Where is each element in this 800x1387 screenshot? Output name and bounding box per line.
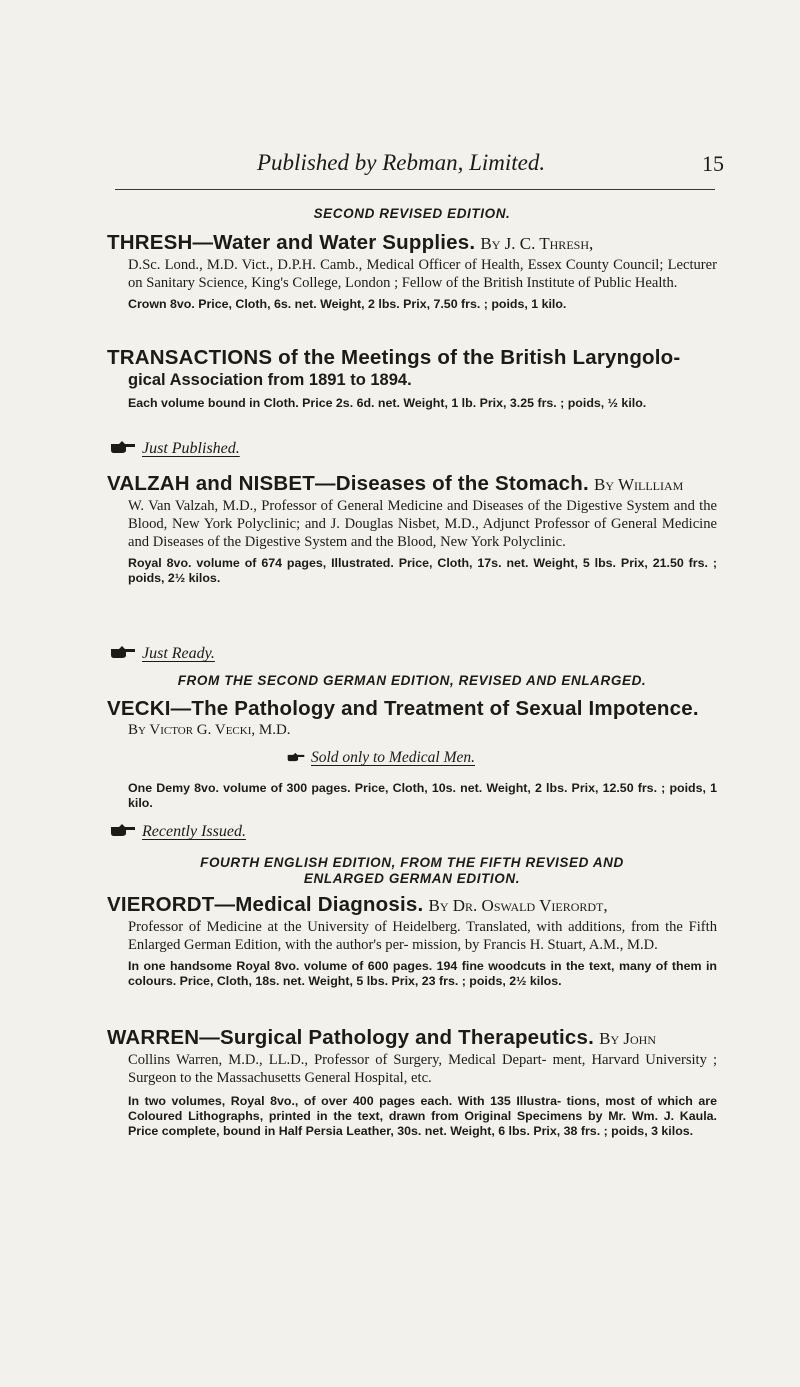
- notice-line: [110, 645, 717, 663]
- book-title: THRESH—Water and Water Supplies.: [107, 231, 476, 254]
- pointing-hand-icon: [110, 823, 136, 837]
- entry-warren: [107, 1026, 717, 1139]
- book-details: Crown 8vo. Price, Cloth, 6s. net. Weight, 2 lbs. Prix, 7.50 frs. ; poids, 1 kilo.: [128, 297, 567, 311]
- pointing-hand-icon: [110, 645, 136, 659]
- author-byline: By John: [599, 1029, 657, 1048]
- book-title: VIERORDT—Medical Diagnosis.: [107, 893, 424, 916]
- entry-thresh: [107, 206, 717, 312]
- notice-line: [110, 823, 717, 841]
- author-byline: By Dr. Oswald Vierordt,: [428, 896, 608, 915]
- book-title-line: [107, 893, 717, 918]
- pointing-hand-icon: [110, 440, 136, 454]
- book-details: Royal 8vo. volume of 674 pages, Illustrated. Price, Cloth, 17s. net. Weight, 5 lbs. Prix, 21.50 frs. ; poids, 2½ kilos.: [128, 556, 717, 585]
- entry-transactions: [107, 346, 717, 411]
- edition-note: FROM THE SECOND GERMAN EDITION, REVISED AND ENLARGED.: [177, 673, 647, 688]
- author-description: Professor of Medicine at the University of Heidelberg. Translated, with additions, from the Fifth Enlarged German Edition, with the author's per- mission, by Francis H. Stuart, A.M., M.D.: [128, 919, 717, 953]
- restriction-text: Sold only to Medical Men.: [311, 749, 475, 766]
- author-byline: By Willliam: [594, 475, 684, 494]
- page-header: [115, 150, 724, 190]
- book-title: VECKI—The Pathology and Treatment of Sexual Impotence.: [107, 697, 699, 720]
- entry-vierordt: [107, 823, 717, 989]
- book-title-line: [107, 472, 717, 497]
- book-title-continued: gical Association from 1891 to 1894.: [128, 371, 412, 389]
- pointing-hand-icon: [287, 752, 305, 762]
- book-title-line: [107, 346, 717, 370]
- notice-text: Just Ready.: [142, 645, 215, 662]
- notice-line: [110, 440, 717, 458]
- book-details: In one handsome Royal 8vo. volume of 600 pages. 194 fine woodcuts in the text, many of them in colours. Price, Cloth, 18s. net. Weight, 5 lbs. Prix, 23 frs. ; poids, 2½ kilos.: [128, 959, 717, 988]
- author-byline: By Victor G. Vecki, M.D.: [128, 722, 291, 738]
- book-details: One Demy 8vo. volume of 300 pages. Price, Cloth, 10s. net. Weight, 2 lbs. Prix, 12.50 frs. ; poids, 1 kilo.: [128, 781, 717, 810]
- edition-note-line2: ENLARGED GERMAN EDITION.: [303, 871, 521, 886]
- book-title-line: [107, 697, 717, 721]
- book-title-line: [107, 231, 717, 256]
- author-byline: By J. C. Thresh,: [480, 234, 594, 253]
- edition-note-line1: FOURTH ENGLISH EDITION, FROM THE FIFTH REVISED AND: [200, 855, 624, 870]
- page-number: 15: [702, 151, 724, 176]
- book-details: In two volumes, Royal 8vo., of over 400 pages each. With 135 Illustra- tions, most of which are Coloured Lithographs, printed in the text, drawn from Original Specimens by Mr. Wm. J. Kaula. Price complete, bound in Half Persia Leather, 30s. net. Weight, 6 lbs. Prix, 38 frs. ; poids, 3 kilos.: [128, 1094, 717, 1138]
- book-title: VALZAH and NISBET—Diseases of the Stomach.: [107, 472, 589, 495]
- author-description: W. Van Valzah, M.D., Professor of General Medicine and Diseases of the Digestive System and the Blood, New York Polyclinic; and J. Douglas Nisbet, M.D., Adjunct Professor of General Medicine and Diseases of the Digestive System and the Blood, New York Polyclinic.: [128, 498, 717, 550]
- notice-text: Recently Issued.: [142, 823, 246, 840]
- header-rule: [115, 189, 715, 190]
- book-title: WARREN—Surgical Pathology and Therapeutics.: [107, 1026, 595, 1049]
- notice-text: Just Published.: [142, 440, 240, 457]
- book-details: Each volume bound in Cloth. Price 2s. 6d. net. Weight, 1 lb. Prix, 3.25 frs. ; poids, ½ kilo.: [128, 396, 647, 410]
- author-description: Collins Warren, M.D., LL.D., Professor of Surgery, Medical Depart- ment, Harvard University ; Surgeon to the Massachusetts General Hospital, etc.: [128, 1052, 717, 1086]
- entry-valzah: [107, 440, 717, 586]
- running-title: Published by Rebman, Limited.: [257, 150, 546, 175]
- edition-note: SECOND REVISED EDITION.: [313, 206, 511, 221]
- author-description: D.Sc. Lond., M.D. Vict., D.P.H. Camb., Medical Officer of Health, Essex County Council; Lecturer on Sanitary Science, King's College, London ; Fellow of the British Institute of Public Health.: [128, 257, 717, 291]
- book-title-line: [107, 1026, 717, 1051]
- book-title: TRANSACTIONS of the Meetings of the British Laryngolo-: [107, 346, 681, 369]
- restriction-line: [287, 749, 717, 767]
- entry-vecki: [107, 645, 717, 811]
